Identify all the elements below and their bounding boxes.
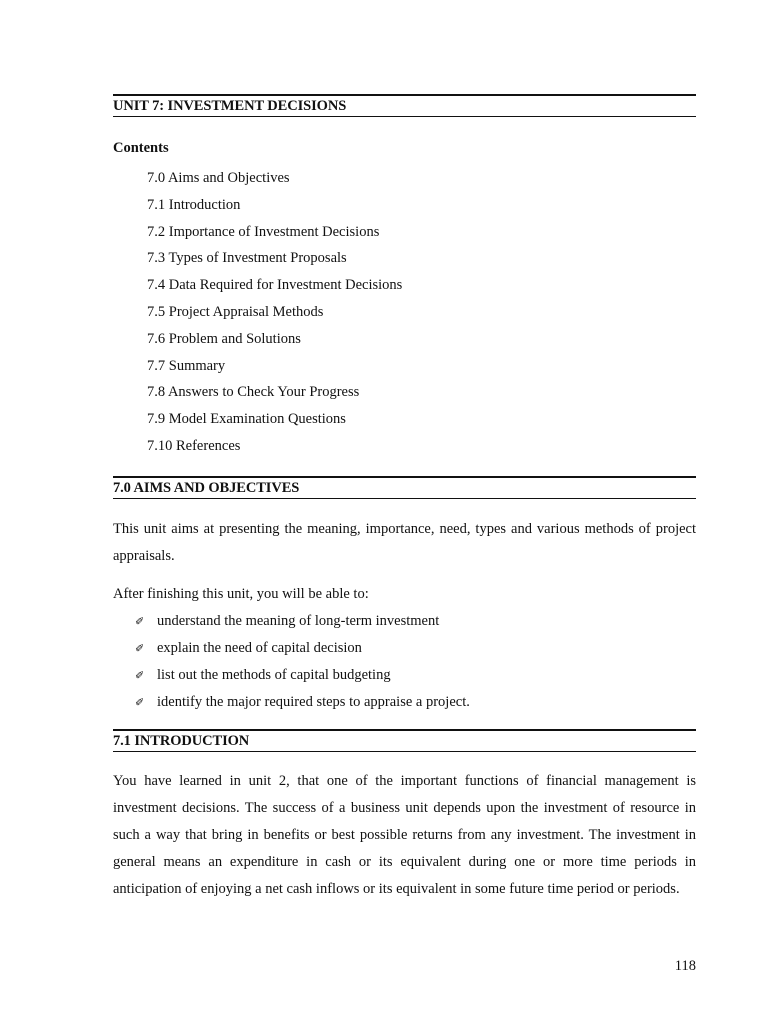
list-item (135, 635, 696, 662)
table-of-contents (147, 165, 696, 460)
objective-text: explain the need of capital decision (157, 639, 362, 656)
introduction-paragraph: You have learned in unit 2, that one of the important functions of financial management is investment decisions. The success of a business unit depends upon the investment of resource in such a way that bring in benefits or best possible returns from any investment. The investment in general means an expenditure in cash or its equivalent during one or more time periods in anticipation of enjoying a net cash inflows or its equivalent in some future time period or periods. (113, 772, 696, 897)
pencil-bullet-icon: ✐ (135, 641, 145, 655)
toc-item: 7.9 Model Examination Questions (147, 411, 346, 428)
toc-item: 7.0 Aims and Objectives (147, 170, 290, 186)
contents-title: Contents (113, 140, 169, 156)
objective-text: list out the methods of capital budgeting (157, 666, 391, 683)
toc-item: 7.3 Types of Investment Proposals (147, 250, 347, 267)
pencil-bullet-icon: ✐ (135, 668, 145, 682)
aims-heading: 7.0 AIMS AND OBJECTIVES (113, 476, 696, 499)
toc-item: 7.7 Summary (147, 357, 226, 374)
toc-item: 7.10 References (147, 437, 241, 454)
document-page (113, 94, 696, 903)
pencil-bullet-icon: ✐ (135, 695, 145, 709)
aims-lead-in: After finishing this unit, you will be able to: (113, 585, 369, 602)
aims-paragraph: This unit aims at presenting the meaning, importance, need, types and various methods of project appraisals. (113, 520, 696, 564)
objective-text: identify the major required steps to appraise a project. (157, 693, 470, 710)
list-item (135, 608, 696, 635)
unit-heading: UNIT 7: INVESTMENT DECISIONS (113, 94, 696, 117)
toc-item: 7.4 Data Required for Investment Decisions (147, 277, 403, 294)
introduction-heading: 7.1 INTRODUCTION (113, 729, 696, 752)
toc-item: 7.5 Project Appraisal Methods (147, 303, 324, 320)
list-item (135, 689, 696, 716)
toc-item: 7.1 Introduction (147, 196, 241, 213)
toc-item: 7.8 Answers to Check Your Progress (147, 384, 360, 401)
toc-item: 7.2 Importance of Investment Decisions (147, 223, 380, 240)
toc-item: 7.6 Problem and Solutions (147, 330, 301, 347)
objective-text: understand the meaning of long-term investment (157, 612, 440, 629)
pencil-bullet-icon: ✐ (135, 614, 145, 628)
page-number: 118 (674, 958, 696, 974)
list-item (135, 662, 696, 689)
objectives-list (135, 608, 696, 716)
